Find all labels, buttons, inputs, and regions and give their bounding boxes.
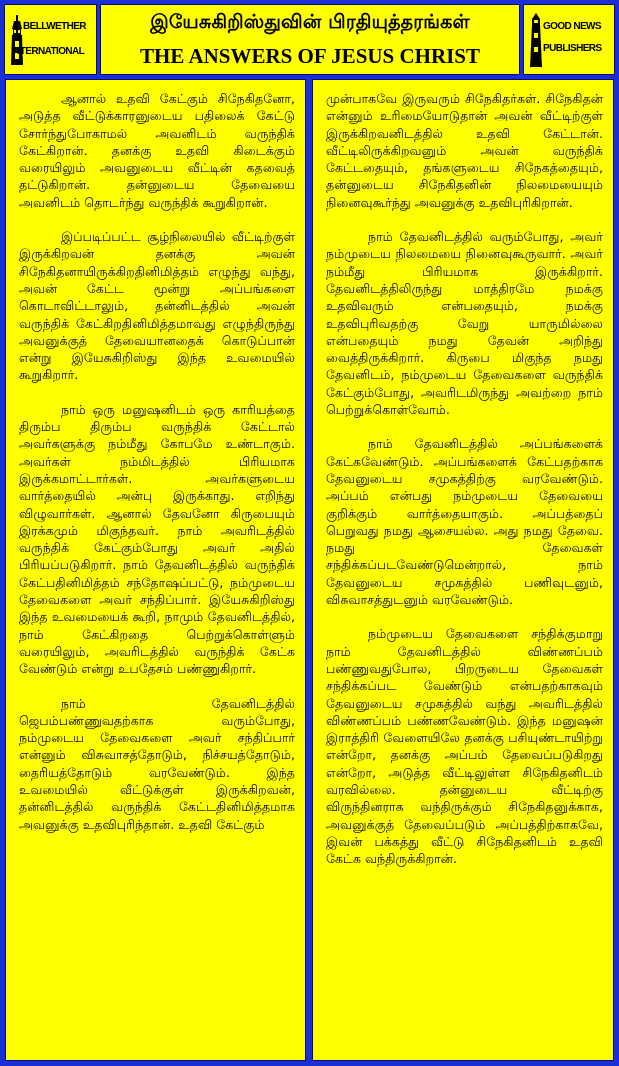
- title-block: [100, 4, 520, 75]
- right-column: [312, 79, 614, 1061]
- header: [3, 3, 616, 76]
- logo-left-line1: BELLWETHER: [23, 21, 86, 32]
- right-paragraph-3: நாம் தேவனிடத்தில் அப்பங்களைக் கேட்கவேண்டும். அப்பங்களைக் கேட்பதற்காக தேவனுடைய சமுகத்திற்கு வரவேண்டும். அப்பம் என்பது நம்முடைய தேவையை குறிக்கும் வார்த்தையாகும். அப்பத்தைப் பெறுவது நமது ஆசையல்ல. அது நமது தேவை. நமது தேவைகள் சந்திக்கப்படவேண்டுமென்றால், நாம் தேவனுடைய சமுகத்தில் பணிவுடனும், விசுவாசத்துடனும் வரவேண்டும்.: [326, 436, 603, 608]
- left-column: [5, 79, 306, 1061]
- right-paragraph-1: முன்பாகவே இருவரும் சிநேகிதர்கள். சிநேகிதன் என்னும் உரிமையோடுதான் அவன் வீட்டிற்குள் இருக்கிறவனிடத்தில் உதவி கேட்டான். வீட்டிலிருக்கிறவனும் அவன் வருந்திக் கேட்டதையும், தங்களுடைய சிநேகத்தையும், தன்னுடைய சிநேகிதனின் நிலமையையும் நினைவுகூர்ந்து அவனுக்கு உதவிபுரிகிறான்.: [326, 91, 603, 210]
- logo-right-line1: GOOD NEWS: [543, 21, 601, 32]
- logo-left-line2: INTERNATIONAL: [11, 46, 85, 57]
- left-paragraph-2: இப்படிப்பட்ட சூழ்நிலையில் வீட்டிற்குள் இருக்கிறவன் தனக்கு அவன் சிநேகிதனாயிருக்கிறதினிமித்தம் எழுந்து வந்து, அவன் கேட்ட மூன்று அப்பங்களை கொடாவிட்டாலும், தன்னிடத்தில் அவன் வருந்திக் கேட்கிறதினிமித்தமாவது எழுந்திருந்து அவனுக்குத் தேவையானதைக் கொடுப்பான் என்று இயேசுகிறிஸ்து இந்த உவமையில் கூறுகிறார்.: [19, 229, 295, 383]
- lighthouse-icon: [529, 13, 543, 67]
- left-paragraph-4: நாம் தேவனிடத்தில் ஜெபம்பண்ணுவதற்காக வரும்போது, நம்முடைய தேவைகளை அவர் சந்திப்பார் என்னும் விசுவாசத்தோடும், நிச்சயத்தோடும், தைரியத்தோடும் வரவேண்டும். இந்த உவமையில் வீட்டுக்குள் இருக்கிறவன், தன்னிடத்தில் வருந்திக் கேட்டதினிமித்தமாக அவனுக்கு உதவிபுரிந்தான். உதவி கேட்கும்: [19, 695, 295, 832]
- logo-right-line2: PUBLISHERS: [543, 43, 602, 54]
- title-english: THE ANSWERS OF JESUS CHRIST: [140, 44, 480, 68]
- good-news-logo: [523, 4, 615, 75]
- left-paragraph-3: நாம் ஒரு மனுஷனிடம் ஒரு காரியத்தை திரும்ப திரும்ப வருந்திக் கேட்டால் அவர்களுக்கு நம்மீது கோபமே உண்டாகும். அவர்கள் நம்மிடத்தில் பிரியமாக இருக்கமாட்டார்கள். அவர்களுடைய வார்த்தையில் அன்பு இருக்காது. எறிந்து விழுவார்கள். ஆனால் தேவனோ கிருபையும் இரக்கமும் மிகுந்தவர். நாம் அவரிடத்தில் வருந்திக் கேட்கும்போது அவர் அதில் பிரியப்படுகிறார். நாம் தேவனிடத்தில் வருந்திக் கேட்பதினிமித்தம் சந்தோஷப்பட்டு, நம்முடைய தேவைகளை அவர் சந்திப்பார். இயேசுகிறிஸ்து இந்த உவமையைக் கூறி, நாமும் தேவனிடத்தில், நாம் கேட்கிறதை பெற்றுக்கொள்ளும் வரையிலும், அவரிடத்தில் வருந்திக் கேட்க வேண்டும் என்று உபதேசம் பண்ணுகிறார்.: [19, 401, 295, 677]
- right-paragraph-4: நம்முடைய தேவைகளை சந்திக்குமாறு நாம் தேவனிடத்தில் விண்ணப்பம் பண்ணுவதுபோல, பிறருடைய தேவைகள் சந்திக்கப்பட வேண்டும் என்பதற்காகவும் தேவனுடைய சமுகத்தில் வந்து அவரிடத்தில் விண்ணப்பம் பண்ணவேண்டும். இந்த மனுஷன் இராத்திரி வேளையிலே தனக்கு பசியுண்டாயிற்று என்றோ, தனக்கு அப்பம் தேவைப்படுகிறது என்றோ, அடுத்த வீட்டிலுள்ள சிநேகிதனிடம் வரவில்லை. தன்னுடைய வீட்டிற்கு விருந்தினராக வந்திருக்கும் சிநேகிதனுக்காக, அவனுக்குத் தேவைப்படும் அப்பத்திற்காகவே, இவன் பக்கத்து வீட்டு சிநேகிதனிடம் உதவி கேட்க வந்திருக்கிறான்.: [326, 626, 603, 867]
- left-paragraph-1: ஆனால் உதவி கேட்கும் சிநேகிதனோ, அடுத்த வீட்டுக்காரனுடைய பதிலைக் கேட்டு சோர்ந்துபோகாமல் அவனிடம் வருந்திக் கேட்கிறான். தனக்கு உதவி கிடைக்கும் வரையிலும் அவனுடைய வீட்டின் கதவைத் தட்டுகிறான். தன்னுடைய தேவையை அவனிடம் தொடர்ந்து வருந்திக் கூறுகிறான்.: [19, 91, 295, 210]
- right-paragraph-2: நாம் தேவனிடத்தில் வரும்போது, அவர் நம்முடைய நிலமையை நினைவுகூருவார். அவர் நம்மீது பிரியமாக இருக்கிறார். தேவனிடத்திலிருந்து மாத்திரமே நமக்கு உதவிவரும் என்பதையும், நமக்கு உதவிபுரிவதற்கு வேறு யாருமில்லை என்பதையும் நமது தேவன் அறிந்து வைத்திருக்கிறார். கிருபை மிகுந்த நமது தேவனிடம், நம்முடைய தேவைகளை வருந்திக் கேட்கும்போது, அவரிடமிருந்து அவற்றை நாம் பெற்றுக்கொள்வோம்.: [326, 229, 603, 418]
- title-tamil: இயேசுகிறிஸ்துவின் பிரதியுத்தரங்கள்: [150, 11, 470, 33]
- bellwether-logo: [4, 4, 97, 75]
